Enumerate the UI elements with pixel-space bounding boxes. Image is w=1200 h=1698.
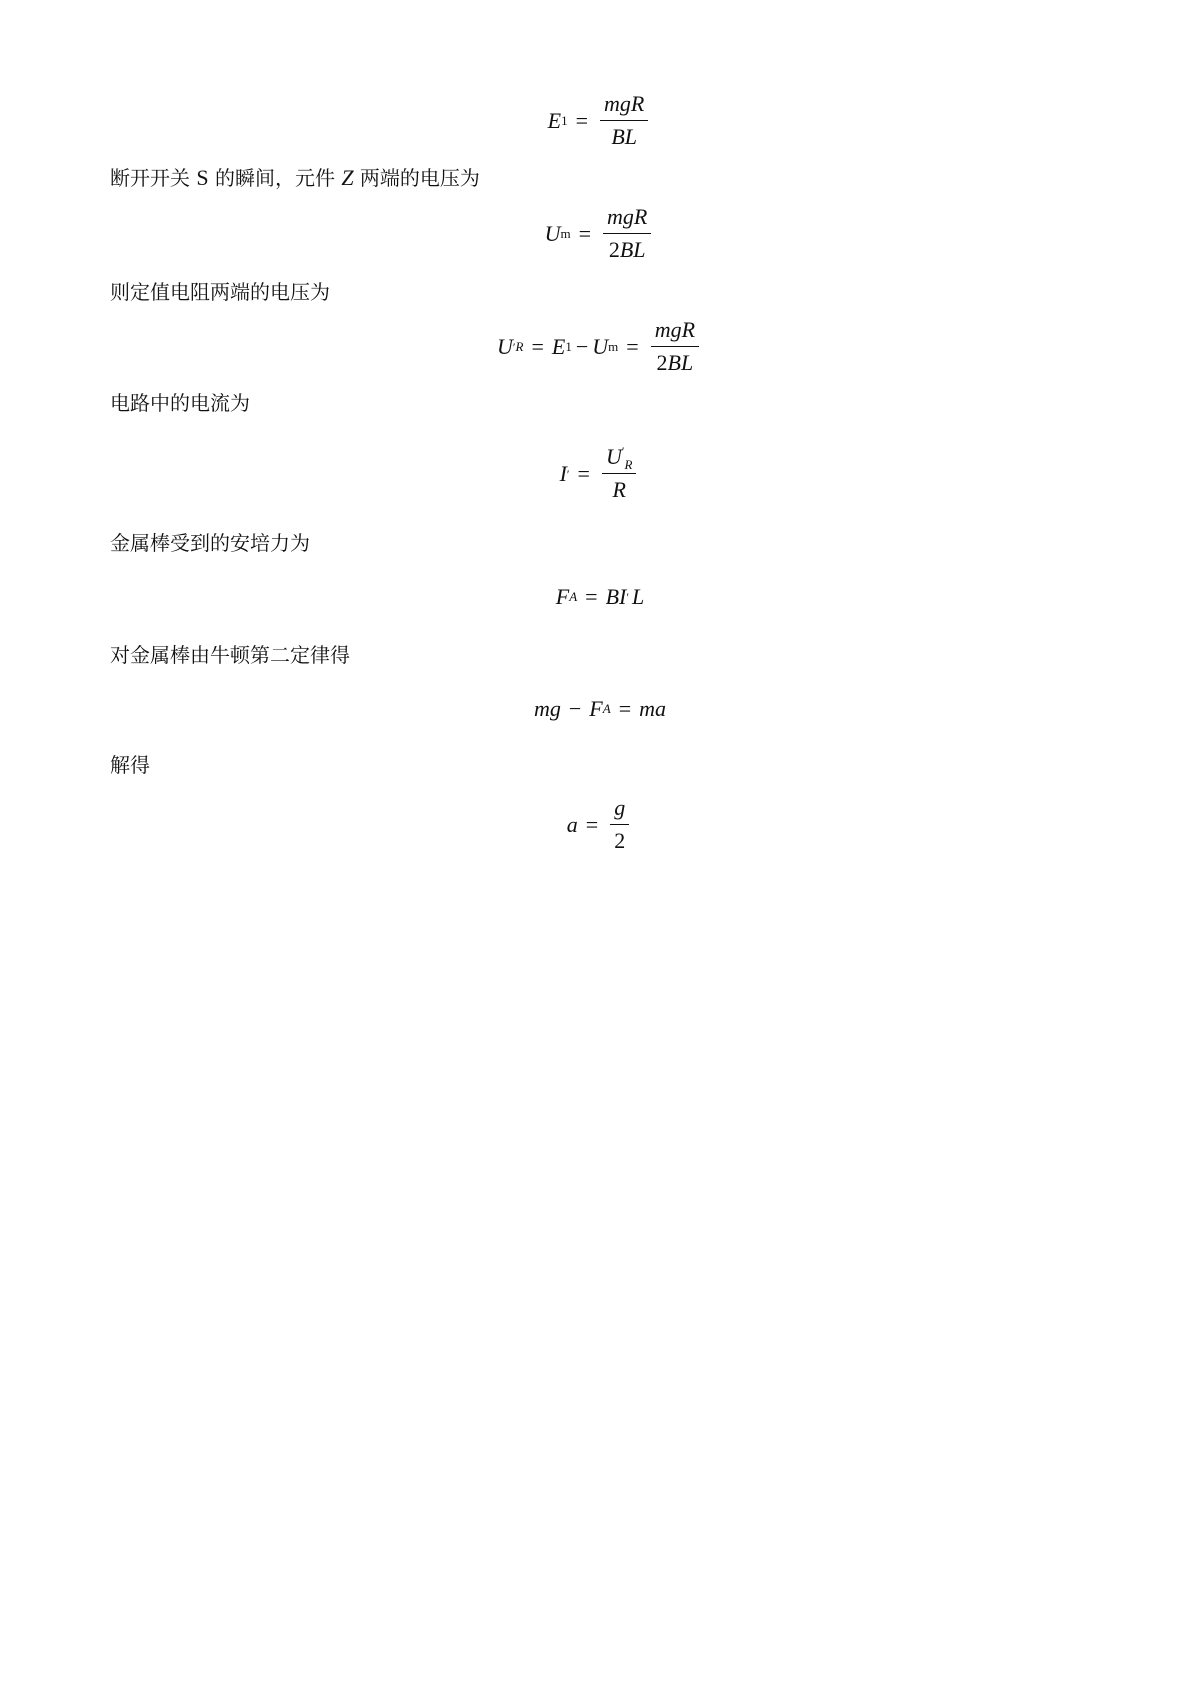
var-u: U (592, 333, 609, 359)
equals-sign: = (575, 107, 589, 133)
denominator: 2 (614, 828, 626, 853)
fraction (602, 445, 636, 502)
text-part: 断开开关 (110, 166, 197, 190)
var-bl: BL (619, 237, 646, 262)
text-line-1 (110, 165, 480, 191)
numerator: mgR (651, 318, 699, 347)
coef-2: 2 (656, 350, 668, 375)
equals-sign: = (585, 811, 599, 837)
var-u: U (496, 333, 513, 359)
var-e: E (551, 333, 566, 359)
equals-sign: = (531, 333, 544, 359)
text-line-6: 解得 (110, 753, 150, 777)
fraction (651, 318, 699, 375)
denominator (605, 234, 650, 262)
equation-ur: U ′ R = E 1 − U m = $\frac{\text{mgR}}{2BL}$ (0, 318, 1200, 375)
var-i: I (619, 584, 627, 609)
denominator (653, 347, 698, 375)
text-var-z: Z (341, 165, 354, 190)
text-line-2: 则定值电阻两端的电压为 (110, 280, 330, 304)
equals-sign: = (626, 333, 639, 359)
fraction (600, 92, 648, 149)
equals-sign: = (585, 584, 598, 609)
var-ma: ma (639, 696, 667, 721)
equals-sign: = (578, 220, 592, 246)
numerator (602, 445, 636, 474)
fraction (603, 205, 651, 262)
text-part: 的瞬间，元件 (208, 166, 342, 190)
var-e: E (547, 107, 562, 133)
text-line-3: 电路中的电流为 (110, 391, 250, 415)
text-part: 两端的电压为 (353, 166, 480, 190)
equation-newton: mg − F A = ma (533, 696, 667, 721)
equals-sign: = (618, 696, 632, 721)
equation-fa: F A = B I ′ L (555, 584, 645, 609)
fraction (610, 796, 629, 853)
sub-r: R (624, 457, 633, 472)
var-i: I (559, 460, 567, 486)
equation-e1: E 1 = $\frac{\text{mgR}}{BL}$ (0, 92, 1200, 149)
prime: ′ (621, 444, 625, 458)
coef-2: 2 (608, 237, 620, 262)
numerator: mgR (600, 92, 648, 121)
text-line-4: 金属棒受到的安培力为 (110, 531, 310, 555)
var-bl: BL (667, 350, 694, 375)
equation-um: U m = $\frac{\text{mgR}}{2BL}$ (0, 205, 1200, 262)
var-u: U (605, 444, 622, 469)
denominator: BL (611, 124, 638, 149)
var-f: F (589, 696, 603, 721)
var-u: U (544, 220, 561, 246)
text-part: S (196, 165, 209, 190)
denominator: R (612, 477, 626, 502)
equals-sign: = (577, 460, 590, 486)
var-mg: mg (533, 696, 561, 721)
var-l: L (631, 584, 645, 609)
minus-sign: − (568, 696, 582, 721)
minus-sign: − (575, 333, 589, 359)
equation-i: I ′ = $\frac{U'_R}{R}$ (0, 445, 1200, 502)
var-b: B (605, 584, 620, 609)
numerator: mgR (603, 205, 651, 234)
var-a: a (566, 811, 578, 837)
equation-a (0, 796, 1200, 853)
numerator: g (610, 796, 629, 825)
text-line-5: 对金属棒由牛顿第二定律得 (110, 643, 350, 667)
var-f: F (555, 584, 570, 609)
